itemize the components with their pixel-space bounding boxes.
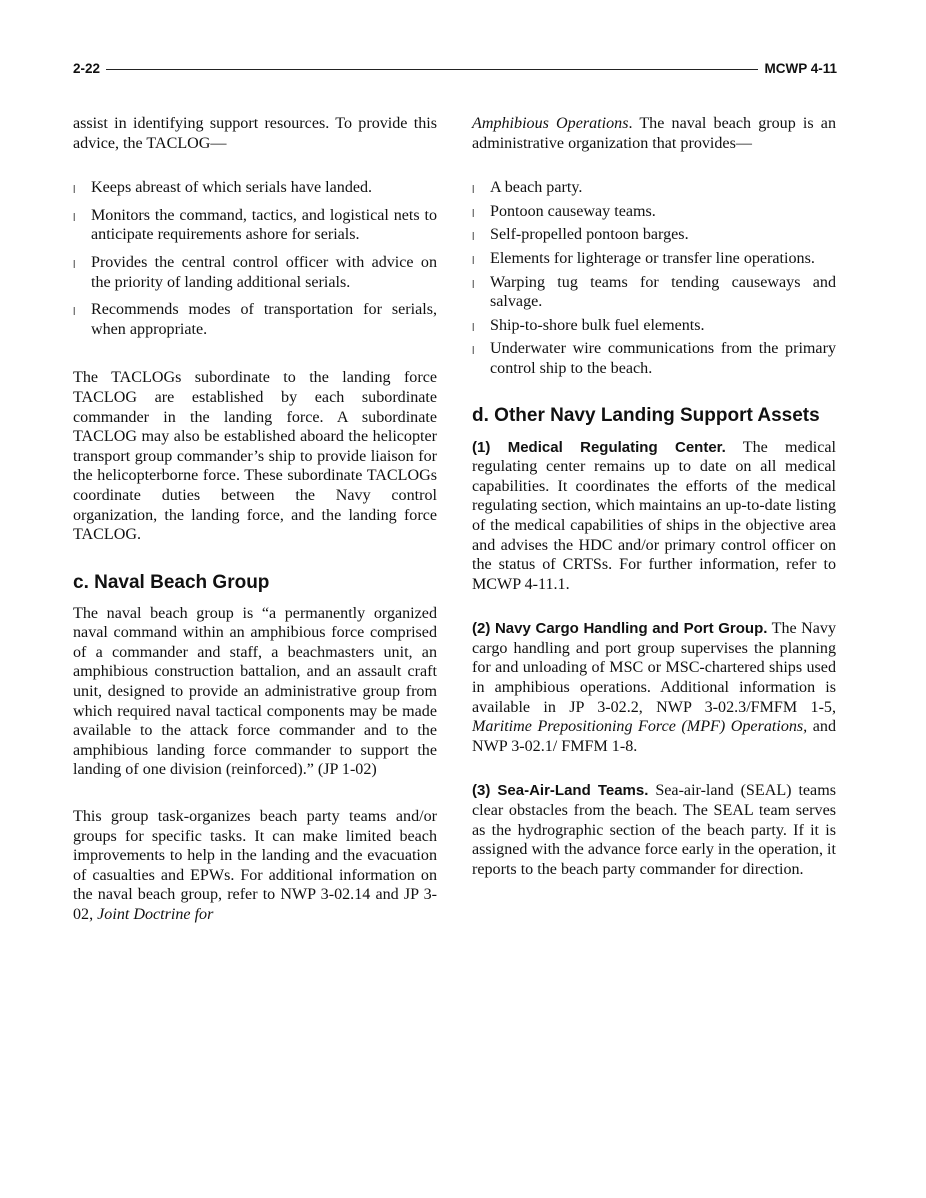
paragraph-text: and NWP 3-02.1/ FMFM 1-8. (472, 718, 837, 755)
paragraph-text: This group task-organizes beach party teams and/or groups for specific tasks. It can make limited beach improvements to help in the landing and the evacuation of casualties and EPWs. For additional information on the naval beach group, refer to NWP 3-02.14 and JP 3-02, (73, 808, 437, 923)
list-item-text: Monitors the command, tactics, and logistical nets to anticipate requirements ashore for serials. (91, 206, 437, 244)
taclog-bullet-list (73, 178, 437, 339)
list-item (472, 202, 836, 222)
list-item-text: Keeps abreast of which serials have landed. (91, 179, 373, 197)
section-heading: d. Other Navy Landing Support Assets (472, 404, 820, 426)
bullet-marker: l (73, 306, 76, 319)
bullet-marker: l (73, 184, 76, 197)
right-column (472, 114, 836, 879)
publication-title: Maritime Prepositioning Force (MPF) Operations, (472, 718, 808, 736)
naval-beach-group-paragraph: The naval beach group is “a permanently organized naval command within an amphibious force comprised of a commander and staff, a beachmasters unit, an amphibious construction battalion, and an assault craft unit, designed to provide an administrative group from which required naval tactical components may be made available to the attack force commander and to the amphibious landing force commander to support the landing of one division (reinforced).” (JP 1-02) (73, 604, 437, 779)
page-header (73, 61, 837, 81)
beach-group-tasks-paragraph (73, 807, 437, 925)
list-item (472, 316, 836, 336)
list-item-text: A beach party. (490, 179, 583, 197)
list-item (472, 339, 836, 378)
continuation-paragraph (472, 114, 836, 153)
seal-teams-paragraph (472, 781, 836, 879)
list-item-text: Underwater wire communications from the primary control ship to the beach. (490, 340, 836, 377)
intro-paragraph: assist in identifying support resources. To provide this advice, the TACLOG— (73, 115, 437, 152)
list-item-text: Pontoon causeway teams. (490, 202, 656, 220)
list-item (73, 178, 437, 198)
paragraph-text: The Navy cargo handling and port group supervises the planning for and unloading of MSC or MSC-chartered ships used in amphibious operations. Additional information is available in JP 3-02.2, NWP 3-02.3/FMFM 1-5, (472, 620, 836, 716)
left-column (73, 114, 437, 925)
list-item (73, 253, 437, 292)
publication-title: Amphibious Operations (472, 115, 629, 132)
list-item-text: Elements for lighterage or transfer line operations. (490, 249, 815, 267)
bullet-marker: l (472, 278, 475, 291)
list-item-text: Warping tug teams for tending causeways and salvage. (490, 273, 836, 311)
run-in-heading: (1) Medical Regulating Center. (472, 438, 726, 456)
bullet-marker: l (472, 207, 475, 220)
paragraph-text: Sea-air-land (SEAL) teams clear obstacles from the beach. The SEAL team serves as the hydrographic section of the beach party. If it is assigned with the advance force early in the operation, it reports to the beach party commander for direction. (472, 782, 836, 878)
document-id: MCWP 4-11 (758, 61, 837, 77)
list-item (73, 300, 437, 339)
bullet-marker: l (472, 321, 475, 334)
list-item (472, 273, 836, 312)
page-number: 2-22 (73, 61, 106, 77)
run-in-heading: (3) Sea-Air-Land Teams. (472, 782, 649, 800)
list-item-text: Recommends modes of transportation for serials, when appropriate. (91, 301, 437, 338)
bullet-marker: l (472, 231, 475, 244)
paragraph-text: The medical regulating center remains up to date on all medical capabilities. It coordinates the efforts of the medical regulating section, which maintains an up-to-date listing of the medical capabilities of ships in the objective area and advises the HDC and/or primary control officer on the status of CRTSs. For further information, refer to MCWP 4-11.1. (472, 438, 836, 593)
publication-title: Joint Doctrine for (97, 906, 214, 923)
bullet-marker: l (472, 254, 475, 267)
bullet-marker: l (472, 184, 475, 197)
beach-group-bullet-list (472, 178, 836, 378)
list-item (472, 249, 836, 269)
run-in-heading: (2) Navy Cargo Handling and Port Group. (472, 620, 768, 638)
list-item-text: Ship-to-shore bulk fuel elements. (490, 316, 705, 334)
bullet-marker: l (73, 258, 76, 271)
section-heading: c. Naval Beach Group (73, 571, 270, 593)
bullet-marker: l (73, 211, 76, 224)
cargo-handling-paragraph (472, 619, 836, 756)
bullet-marker: l (472, 345, 475, 358)
list-item-text: Self-propelled pontoon barges. (490, 226, 689, 244)
list-item (73, 206, 437, 245)
list-item (472, 178, 836, 198)
list-item-text: Provides the central control officer with advice on the priority of landing additional serials. (91, 253, 437, 291)
taclog-paragraph: The TACLOGs subordinate to the landing force TACLOG are established by each subordinate commander in the landing force. A subordinate TACLOG may also be established aboard the helicopter transport group commander’s ship to provide liaison for the helicopterborne force. These subordinate TACLOGs coordinate duties between the Navy control organization, the landing force, and the landing force TACLOG. (73, 369, 437, 544)
header-rule (73, 69, 837, 70)
paragraph-text: . The naval beach group is an administrative organization that provides— (472, 115, 836, 152)
medical-regulating-paragraph (472, 438, 836, 595)
list-item (472, 225, 836, 245)
